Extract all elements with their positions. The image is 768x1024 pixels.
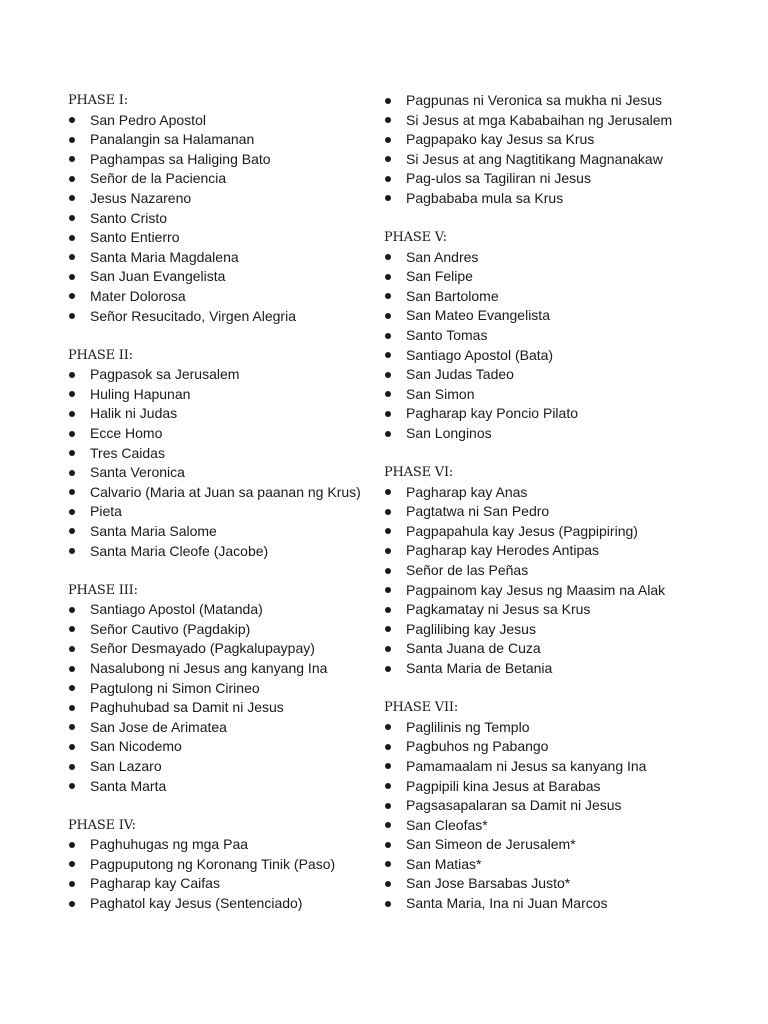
list-item: Paglilibing kay Jesus [384,620,744,640]
list-item: San Simon [384,385,744,405]
right-column [384,91,744,933]
phase-section [68,91,408,326]
list-item: Santa Juana de Cuza [384,639,744,659]
phase-heading: PHASE III: [68,582,138,598]
list-item: Paghatol kay Jesus (Sentenciado) [68,894,408,914]
list-item: San Jose Barsabas Justo* [384,874,744,894]
list-item: Mater Dolorosa [68,287,408,307]
list-item: San Longinos [384,424,744,444]
list-item: Santa Veronica [68,463,408,483]
phase-heading: PHASE I: [68,93,128,108]
list-item: San Judas Tadeo [384,365,744,385]
phase-section [384,698,744,914]
list-item: Paglilinis ng Templo [384,718,744,738]
phase-heading: PHASE VI: [384,465,454,481]
phase-section [68,816,408,914]
phase-section [384,91,744,209]
list-item: Santo Cristo [68,209,408,229]
list-item: Pagharap kay Caifas [68,874,408,894]
list-item: Paghampas sa Haliging Bato [68,150,408,170]
list-item: San Felipe [384,267,744,287]
bullet-list [384,91,744,209]
list-item: Santo Entierro [68,228,408,248]
list-item: San Simeon de Jerusalem* [384,835,744,855]
list-item: Señor Cautivo (Pagdakip) [68,620,408,640]
list-item: Ecce Homo [68,424,408,444]
list-item: Santa Maria de Betania [384,659,744,679]
list-item: Señor de las Peñas [384,561,744,581]
phase-section [384,463,744,679]
phase-section [68,346,408,562]
phase-section [68,581,408,797]
list-item: Pagharap kay Anas [384,483,744,503]
list-item: Jesus Nazareno [68,189,408,209]
list-item: Pieta [68,502,408,522]
list-item: Pagtatwa ni San Pedro [384,502,744,522]
list-item: San Lazaro [68,757,408,777]
list-item: Santa Maria Salome [68,522,408,542]
list-item: Pagpainom kay Jesus ng Maasim na Alak [384,581,744,601]
list-item: Paghuhugas ng mga Paa [68,835,408,855]
list-item: Halik ni Judas [68,404,408,424]
list-item: Paghuhubad sa Damit ni Jesus [68,698,408,718]
list-item: San Pedro Apostol [68,111,408,131]
list-item: Pagsasapalaran sa Damit ni Jesus [384,796,744,816]
list-item: San Mateo Evangelista [384,306,744,326]
list-item: San Jose de Arimatea [68,718,408,738]
list-item: San Nicodemo [68,737,408,757]
list-item: Pagpapako kay Jesus sa Krus [384,130,744,150]
list-item: Santa Maria Cleofe (Jacobe) [68,542,408,562]
list-item: San Matias* [384,855,744,875]
list-item: Santo Tomas [384,326,744,346]
list-item: Si Jesus at mga Kababaihan ng Jerusalem [384,111,744,131]
list-item: Pagharap kay Herodes Antipas [384,541,744,561]
list-item: Pamamaalam ni Jesus sa kanyang Ina [384,757,744,777]
list-item: San Bartolome [384,287,744,307]
list-item: Pagpuputong ng Koronang Tinik (Paso) [68,855,408,875]
bullet-list [68,600,408,796]
list-item: Pag-ulos sa Tagiliran ni Jesus [384,169,744,189]
bullet-list [384,483,744,679]
list-item: Tres Caidas [68,444,408,464]
phase-heading: PHASE V: [384,230,447,246]
list-item: Santa Maria, Ina ni Juan Marcos [384,894,744,914]
list-item: Pagpasok sa Jerusalem [68,365,408,385]
bullet-list [68,835,408,913]
list-item: Santa Maria Magdalena [68,248,408,268]
list-item: Pagpipili kina Jesus at Barabas [384,777,744,797]
list-item: Si Jesus at ang Nagtitikang Magnanakaw [384,150,744,170]
bullet-list [384,718,744,914]
list-item: San Andres [384,248,744,268]
phase-section [384,228,744,444]
list-item: Pagbuhos ng Pabango [384,737,744,757]
list-item: San Juan Evangelista [68,267,408,287]
list-item: Santiago Apostol (Matanda) [68,600,408,620]
list-item: Pagtulong ni Simon Cirineo [68,679,408,699]
phase-heading: PHASE VII: [384,700,459,716]
list-item: Huling Hapunan [68,385,408,405]
phase-heading: PHASE IV: [68,817,136,833]
list-item: San Cleofas* [384,816,744,836]
bullet-list [68,111,408,327]
list-item: Santa Marta [68,777,408,797]
list-item: Pagpunas ni Veronica sa mukha ni Jesus [384,91,744,111]
bullet-list [68,365,408,561]
phase-heading: PHASE II: [68,347,133,363]
list-item: Panalangin sa Halamanan [68,130,408,150]
bullet-list [384,248,744,444]
list-item: Pagpapahula kay Jesus (Pagpipiring) [384,522,744,542]
list-item: Santiago Apostol (Bata) [384,346,744,366]
list-item: Pagkamatay ni Jesus sa Krus [384,600,744,620]
list-item: Señor Resucitado, Virgen Alegria [68,307,408,327]
left-column [68,91,408,933]
list-item: Pagharap kay Poncio Pilato [384,404,744,424]
list-item: Señor Desmayado (Pagkalupaypay) [68,639,408,659]
list-item: Pagbababa mula sa Krus [384,189,744,209]
list-item: Nasalubong ni Jesus ang kanyang Ina [68,659,408,679]
list-item: Señor de la Paciencia [68,169,408,189]
list-item: Calvario (Maria at Juan sa paanan ng Krus) [68,483,408,503]
